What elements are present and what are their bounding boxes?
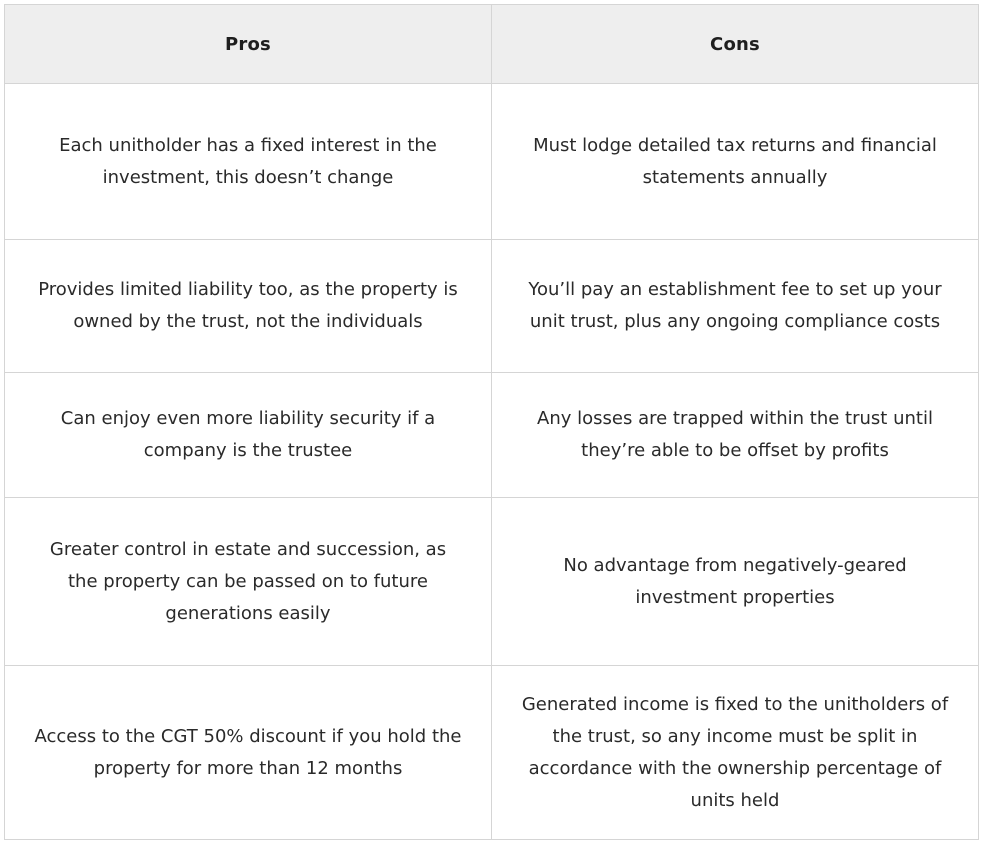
con-cell [492,666,979,840]
pro-text: Provides limited liability too, as the property is owned by the trust, not the individuals [38,279,458,332]
table-row [5,666,979,840]
con-text: Any losses are trapped within the trust until they’re able to be offset by profits [537,408,933,461]
con-text: No advantage from negatively-geared investment properties [563,554,907,608]
pro-cell [5,373,492,498]
pro-text: Can enjoy even more liability security if a company is the trustee [60,408,436,461]
table-row [5,84,979,240]
header-row [5,5,979,84]
con-cell [492,373,979,498]
table-row [5,373,979,498]
con-text: Must lodge detailed tax returns and financial statements annually [533,134,937,188]
table-header [5,5,979,84]
pro-cell [5,240,492,373]
pro-text: Each unitholder has a fixed interest in the investment, this doesn’t change [59,134,437,188]
pro-cell [5,84,492,240]
pro-cell [5,666,492,840]
table-row [5,240,979,373]
pros-cons-table-container [4,4,978,840]
table-row [5,498,979,666]
con-text: You’ll pay an establishment fee to set up your unit trust, plus any ongoing compliance costs [528,279,942,332]
header-pros: Pros [5,5,492,84]
con-text: Generated income is fixed to the unitholders of the trust, so any income must be split in accordance with the ownership percentage of units held [521,693,949,811]
pros-cons-table [4,4,979,840]
con-cell [492,240,979,373]
pro-text: Access to the CGT 50% discount if you hold the property for more than 12 months [34,725,462,779]
con-cell [492,84,979,240]
table-body [5,84,979,840]
pro-cell [5,498,492,666]
header-cons: Cons [492,5,979,84]
con-cell [492,498,979,666]
pro-text: Greater control in estate and succession, as the property can be passed on to future generations easily [49,538,447,624]
